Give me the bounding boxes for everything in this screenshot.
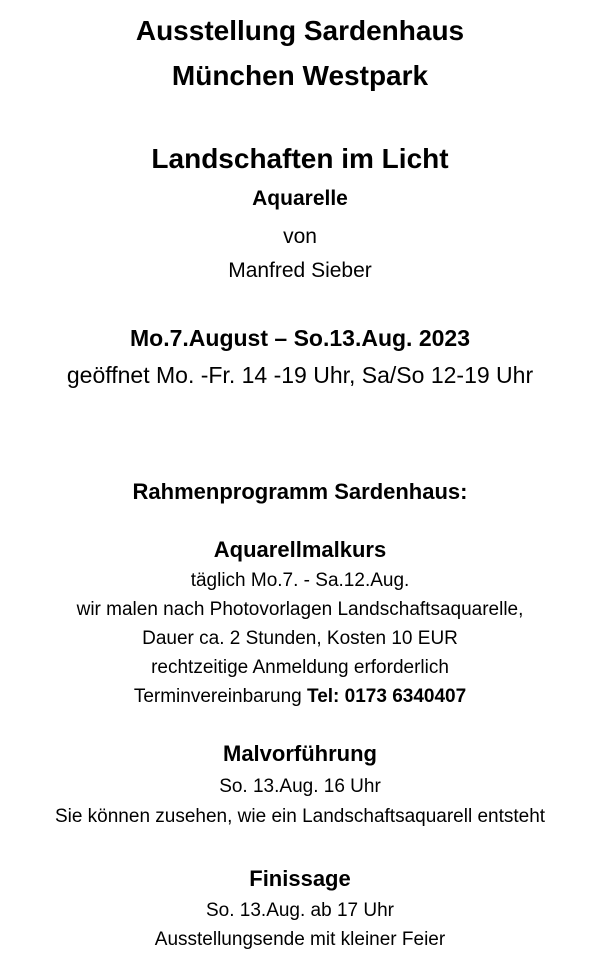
exhibition-medium: Aquarelle (252, 187, 348, 210)
finissage-line-1: So. 13.Aug. ab 17 Uhr (205, 900, 394, 921)
artist-name: Manfred Sieber (228, 259, 372, 282)
course-line-3: Dauer ca. 2 Stunden, Kosten 10 EUR (142, 628, 458, 649)
course-booking-label: Terminvereinbarung (133, 686, 308, 707)
title-line-2: München Westpark (171, 60, 429, 91)
demo-line-2: Sie können zusehen, wie ein Landschaftsaquarell entsteht (54, 806, 546, 827)
course-title: Aquarellmalkurs (213, 537, 387, 562)
course-line-2: wir malen nach Photovorlagen Landschaftsaquarelle, (76, 599, 524, 620)
opening-hours: geöffnet Mo. -Fr. 14 -19 Uhr, Sa/So 12-19 Uhr (66, 362, 534, 388)
finissage-line-2: Ausstellungsende mit kleiner Feier (154, 929, 446, 950)
course-line-1: täglich Mo.7. - Sa.12.Aug. (190, 570, 410, 591)
demo-line-1: So. 13.Aug. 16 Uhr (219, 776, 381, 797)
course-line-5 (0, 687, 600, 706)
exhibition-name: Landschaften im Licht (151, 143, 449, 174)
finissage-title: Finissage (249, 866, 351, 891)
course-line-4: rechtzeitige Anmeldung erforderlich (151, 657, 449, 678)
demo-title: Malvorführung (223, 741, 377, 766)
title-line-1: Ausstellung Sardenhaus (135, 15, 465, 46)
exhibition-by: von (283, 225, 317, 248)
course-phone-number: Tel: 0173 6340407 (307, 686, 467, 707)
exhibition-dates: Mo.7.August – So.13.Aug. 2023 (130, 325, 470, 351)
program-heading: Rahmenprogramm Sardenhaus: (132, 479, 468, 504)
